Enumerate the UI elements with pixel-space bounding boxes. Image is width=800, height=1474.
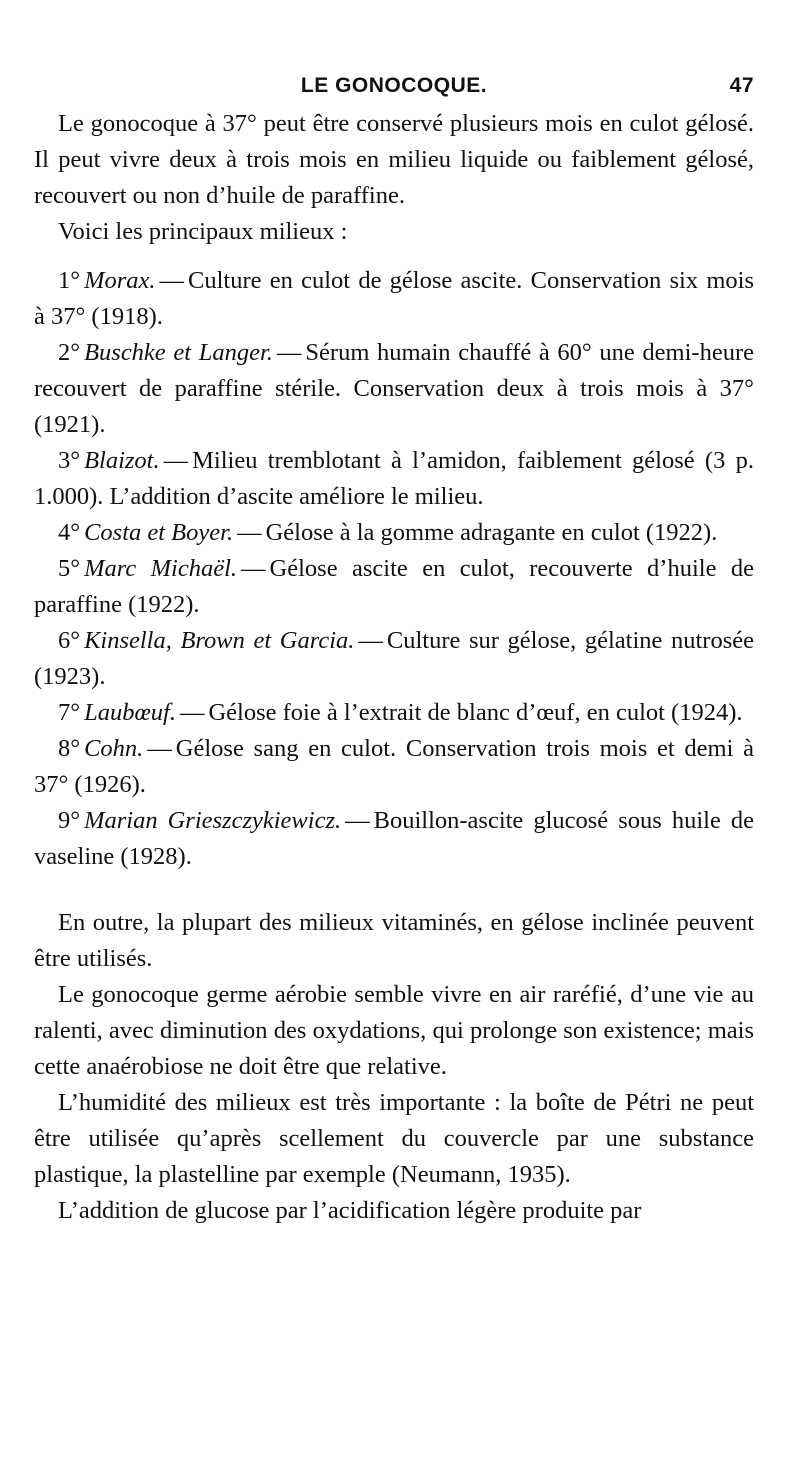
section-gap xyxy=(34,875,754,905)
item-number: 3° xyxy=(58,447,81,474)
item-number: 7° xyxy=(58,699,81,726)
list-item xyxy=(34,515,754,551)
item-author: Marc Michaël. xyxy=(84,555,238,582)
item-dash: — xyxy=(179,699,205,726)
item-author: Laubœuf. xyxy=(84,699,176,726)
item-dash: — xyxy=(358,627,383,654)
intro-lead-in: Voici les principaux milieux : xyxy=(58,218,348,245)
list-item xyxy=(34,623,754,695)
item-text: Culture sur gélose, gélatine nutrosée (1923). xyxy=(34,627,754,690)
item-dash: — xyxy=(241,555,266,582)
item-text: Gélose foie à l’extrait de blanc d’œuf, en culot (1924). xyxy=(208,699,743,726)
list-item xyxy=(34,551,754,623)
item-number: 1° xyxy=(58,267,81,294)
body-paragraph: L’humidité des milieux est très importante : la boîte de Pétri ne peut être utilisée qu’après scellement du couvercle par une substance plastique, la plastelline par exemple (Neumann, 1935). xyxy=(34,1089,754,1188)
item-text: Gélose à la gomme adragante en culot (1922). xyxy=(265,519,718,546)
item-number: 9° xyxy=(58,807,81,834)
item-author: Cohn. xyxy=(84,735,144,762)
page xyxy=(34,70,754,1229)
list-item xyxy=(34,731,754,803)
item-text: Gélose sang en culot. Conservation trois mois et demi à 37° (1926). xyxy=(34,735,754,798)
item-text: Sérum humain chauffé à 60° une demi-heure recouvert de paraffine stérile. Conservation deux à trois mois à 37° (1921). xyxy=(34,339,754,438)
item-number: 8° xyxy=(58,735,81,762)
item-number: 4° xyxy=(58,519,81,546)
item-text: Gélose ascite en culot, recouverte d’huile de paraffine (1922). xyxy=(34,555,754,618)
item-number: 5° xyxy=(58,555,81,582)
item-dash: — xyxy=(237,519,262,546)
item-dash: — xyxy=(159,267,185,294)
item-author: Costa et Boyer. xyxy=(84,519,234,546)
media-list xyxy=(34,263,754,875)
item-dash: — xyxy=(276,339,302,366)
item-number: 6° xyxy=(58,627,81,654)
item-dash: — xyxy=(345,807,370,834)
list-item xyxy=(34,335,754,443)
item-text: Culture en culot de gélose ascite. Conservation six mois à 37° (1918). xyxy=(34,267,754,330)
list-item xyxy=(34,803,754,875)
item-dash: — xyxy=(147,735,172,762)
item-author: Marian Grieszczykiewicz. xyxy=(84,807,342,834)
body-paragraph: En outre, la plupart des milieux vitaminés, en gélose inclinée peuvent être utilisés. xyxy=(34,909,754,972)
running-header xyxy=(34,70,754,106)
page-number: 47 xyxy=(729,74,754,97)
body-paragraph: Le gonocoque germe aérobie semble vivre en air raréfié, d’une vie au ralenti, avec diminution des oxydations, qui prolonge son existence; mais cette anaérobiose ne doit être que relative. xyxy=(34,981,754,1080)
item-number: 2° xyxy=(58,339,81,366)
list-item xyxy=(34,695,754,731)
item-text: Milieu tremblotant à l’amidon, faiblement gélosé (3 p. 1.000). L’addition d’ascite améliore le milieu. xyxy=(34,447,754,510)
body-paragraph: L’addition de glucose par l’acidification légère produite par xyxy=(58,1197,642,1224)
item-author: Kinsella, Brown et Garcia. xyxy=(84,627,355,654)
list-item xyxy=(34,263,754,335)
item-text: Bouillon-ascite glucosé sous huile de vaseline (1928). xyxy=(34,807,754,870)
body-text xyxy=(34,106,754,1229)
item-author: Blaizot. xyxy=(84,447,160,474)
list-item xyxy=(34,443,754,515)
item-author: Buschke et Langer. xyxy=(84,339,273,366)
running-title: LE GONOCOQUE. xyxy=(300,74,488,97)
intro-paragraph: Le gonocoque à 37° peut être conservé plusieurs mois en culot gélosé. Il peut vivre deux à trois mois en milieu liquide ou faiblement gélosé, recouvert ou non d’huile de paraffine. xyxy=(34,110,754,209)
item-author: Morax. xyxy=(84,267,156,294)
item-dash: — xyxy=(163,447,189,474)
